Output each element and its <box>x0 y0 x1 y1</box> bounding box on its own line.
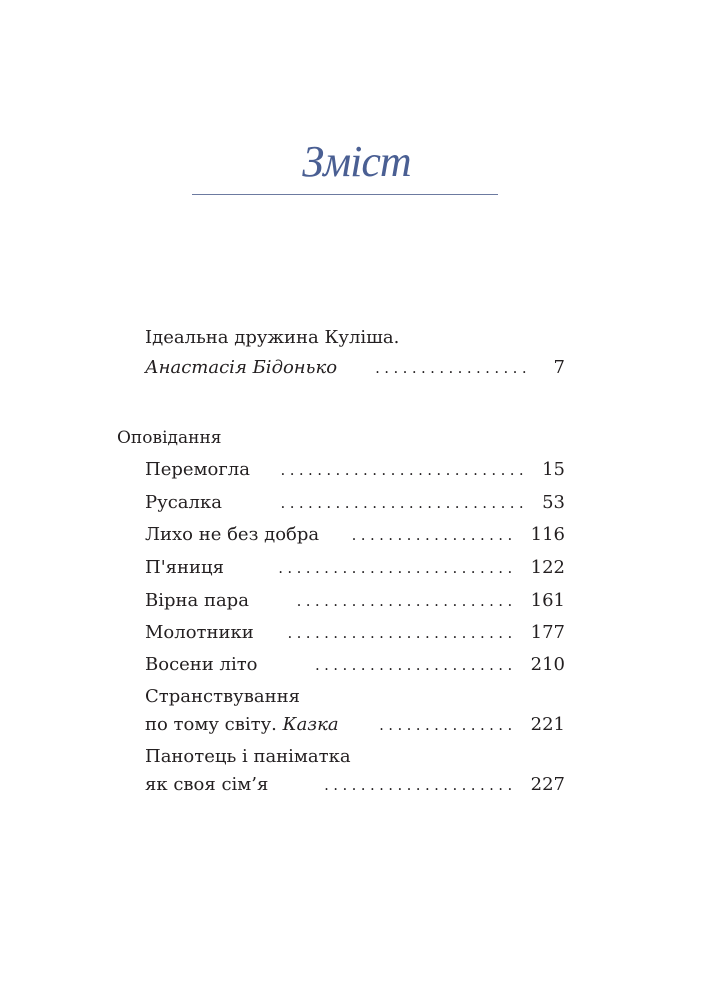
entry-title: Восени літо <box>145 654 258 675</box>
leader-dots: ................. <box>375 359 531 377</box>
entry-title: П'яниця <box>145 557 224 578</box>
entry-title: Лихо не без добра <box>145 524 320 545</box>
toc-entry[interactable] <box>145 522 565 548</box>
page-number: 15 <box>542 459 565 480</box>
title-divider <box>192 194 498 195</box>
leader-dots: .......................... <box>278 559 517 577</box>
intro-title: Ідеальна дружина Куліша. <box>145 327 400 348</box>
leader-dots: ........................... <box>280 461 529 479</box>
entry-title-italic: Казка <box>282 714 339 735</box>
intro-entry[interactable] <box>145 355 565 381</box>
leader-dots: ........................... <box>280 494 529 512</box>
leader-dots: ............... <box>379 716 517 734</box>
entry-title: як своя сім’я <box>145 774 269 795</box>
leader-dots: ..................... <box>324 776 517 794</box>
leader-dots: .................. <box>351 526 517 544</box>
intro-author: Анастасія Бідонько <box>145 357 338 378</box>
page-number: 7 <box>553 357 565 378</box>
entry-travel-line1: Странствування <box>145 686 300 707</box>
toc-entry[interactable] <box>145 620 565 646</box>
page-number: 53 <box>542 492 565 513</box>
entry-title: Вірна пара <box>145 590 249 611</box>
entry-title <box>145 712 339 738</box>
page-number: 161 <box>530 590 565 611</box>
toc-entry[interactable] <box>145 457 565 483</box>
page-number: 210 <box>530 654 565 675</box>
entry-title: Перемогла <box>145 459 250 480</box>
toc-entry[interactable] <box>145 490 565 516</box>
page-number: 122 <box>530 557 565 578</box>
toc-entry[interactable] <box>145 588 565 614</box>
toc-entry-travel[interactable] <box>145 712 565 738</box>
page-title: Зміст <box>302 137 411 186</box>
toc-entry[interactable] <box>145 555 565 581</box>
toc-entry[interactable] <box>145 652 565 678</box>
toc-entry-priest[interactable] <box>145 772 565 798</box>
entry-title: Молотники <box>145 622 254 643</box>
entry-title: Русалка <box>145 492 222 513</box>
page-number: 227 <box>530 774 565 795</box>
entry-title-text: по тому світу. <box>145 714 277 735</box>
section-heading: Оповідання <box>117 428 222 448</box>
page-number: 221 <box>530 714 565 735</box>
page-number: 177 <box>530 622 565 643</box>
page-number: 116 <box>530 524 565 545</box>
entry-priest-line1: Панотець і паніматка <box>145 746 351 767</box>
leader-dots: ........................ <box>296 592 517 610</box>
leader-dots: ......................... <box>287 624 517 642</box>
leader-dots: ...................... <box>314 656 517 674</box>
